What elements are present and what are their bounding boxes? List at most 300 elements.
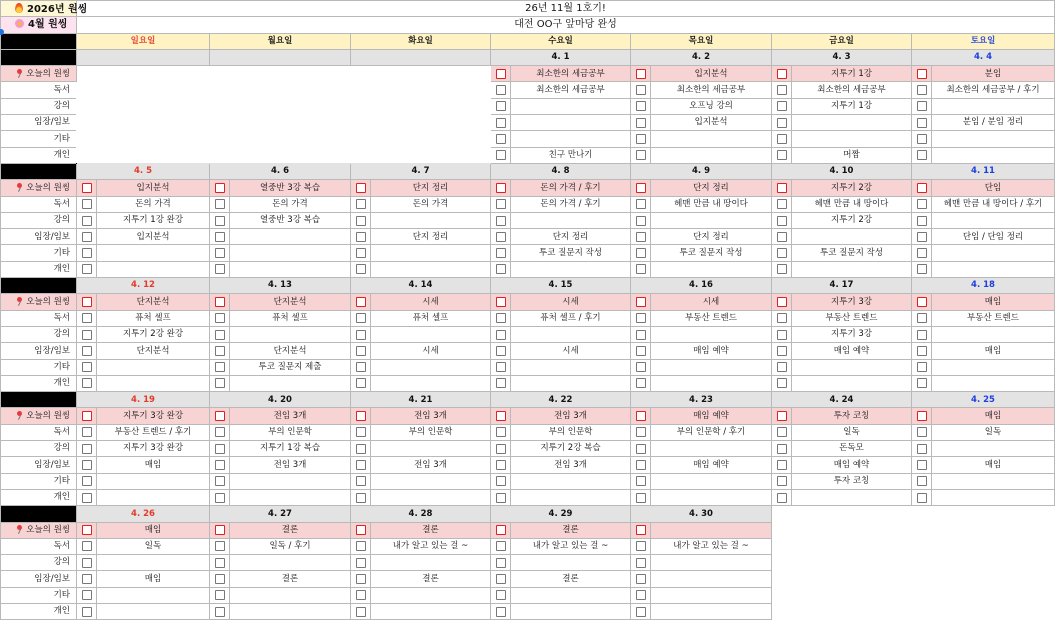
task-text[interactable]: 매임: [932, 343, 1055, 359]
checkbox-cell[interactable]: [351, 489, 371, 505]
task-text[interactable]: 지투기 1강 복습: [230, 441, 351, 457]
checkbox-cell[interactable]: [491, 571, 511, 587]
checkbox[interactable]: [917, 362, 927, 372]
task-text[interactable]: 투코 질문지 제출: [230, 359, 351, 375]
task-text[interactable]: 부의 인문학: [511, 424, 631, 440]
checkbox[interactable]: [636, 101, 646, 111]
checkbox[interactable]: [496, 264, 506, 274]
checkbox-cell[interactable]: [491, 343, 511, 359]
checkbox-cell[interactable]: [631, 82, 651, 98]
checkbox-cell[interactable]: [912, 489, 932, 505]
checkbox-cell[interactable]: [491, 147, 511, 163]
checkbox-cell[interactable]: [772, 457, 792, 473]
task-text[interactable]: [932, 147, 1055, 163]
checkbox-cell[interactable]: [491, 212, 511, 228]
task-text[interactable]: [230, 261, 351, 277]
checkbox[interactable]: [82, 313, 92, 323]
checkbox[interactable]: [777, 346, 787, 356]
checkbox[interactable]: [356, 590, 366, 600]
checkbox-cell[interactable]: [772, 245, 792, 261]
daily-goal[interactable]: 입지분석: [651, 66, 772, 82]
checkbox[interactable]: [496, 541, 506, 551]
checkbox-cell[interactable]: [77, 343, 97, 359]
daily-goal[interactable]: 지투기 2강: [792, 180, 912, 196]
task-text[interactable]: [371, 326, 491, 342]
checkbox-cell[interactable]: [351, 571, 371, 587]
checkbox[interactable]: [496, 525, 506, 535]
task-text[interactable]: [651, 587, 772, 603]
month-goal[interactable]: 대전 OO구 앞마당 완성: [77, 17, 1055, 33]
checkbox-cell[interactable]: [631, 245, 651, 261]
task-text[interactable]: [97, 555, 210, 571]
checkbox-cell[interactable]: [912, 359, 932, 375]
checkbox-cell[interactable]: [912, 115, 932, 131]
task-text[interactable]: 오프닝 강의: [651, 98, 772, 114]
checkbox-cell[interactable]: [491, 229, 511, 245]
task-text[interactable]: [230, 229, 351, 245]
task-text[interactable]: 시세: [511, 343, 631, 359]
checkbox-cell[interactable]: [351, 359, 371, 375]
task-text[interactable]: 분임 / 분임 정리: [932, 115, 1055, 131]
task-text[interactable]: 내가 알고 있는 걸 ~: [511, 538, 631, 554]
checkbox-cell[interactable]: [210, 424, 230, 440]
checkbox-cell[interactable]: [772, 408, 792, 424]
checkbox-cell[interactable]: [210, 294, 230, 310]
checkbox[interactable]: [777, 248, 787, 258]
checkbox-cell[interactable]: [77, 571, 97, 587]
task-text[interactable]: 시세: [371, 343, 491, 359]
checkbox-cell[interactable]: [631, 359, 651, 375]
checkbox[interactable]: [215, 574, 225, 584]
checkbox[interactable]: [496, 558, 506, 568]
checkbox[interactable]: [82, 590, 92, 600]
daily-goal[interactable]: 단지분석: [97, 294, 210, 310]
checkbox[interactable]: [496, 607, 506, 617]
checkbox[interactable]: [777, 216, 787, 226]
task-text[interactable]: [511, 115, 631, 131]
checkbox[interactable]: [636, 118, 646, 128]
checkbox[interactable]: [917, 232, 927, 242]
checkbox[interactable]: [917, 330, 927, 340]
task-text[interactable]: 부동산 트렌드 / 후기: [97, 424, 210, 440]
checkbox[interactable]: [215, 297, 225, 307]
checkbox-cell[interactable]: [491, 66, 511, 82]
checkbox-cell[interactable]: [351, 408, 371, 424]
checkbox[interactable]: [215, 346, 225, 356]
task-text[interactable]: 퓨처 셀프: [230, 310, 351, 326]
daily-goal[interactable]: 최소한의 세금공부: [511, 66, 631, 82]
checkbox[interactable]: [496, 444, 506, 454]
task-text[interactable]: 단지분석: [230, 343, 351, 359]
task-text[interactable]: 결론: [230, 571, 351, 587]
checkbox[interactable]: [636, 183, 646, 193]
task-text[interactable]: 돈독모: [792, 441, 912, 457]
task-text[interactable]: [511, 603, 631, 619]
checkbox[interactable]: [496, 248, 506, 258]
task-text[interactable]: 헤맨 만큼 내 땅이다 / 후기: [932, 196, 1055, 212]
task-text[interactable]: 최소한의 세금공부: [511, 82, 631, 98]
checkbox-cell[interactable]: [631, 294, 651, 310]
checkbox[interactable]: [777, 69, 787, 79]
checkbox-cell[interactable]: [491, 555, 511, 571]
checkbox[interactable]: [777, 183, 787, 193]
checkbox[interactable]: [917, 199, 927, 209]
checkbox[interactable]: [82, 330, 92, 340]
checkbox[interactable]: [636, 525, 646, 535]
task-text[interactable]: 전임 3개: [371, 457, 491, 473]
checkbox-cell[interactable]: [772, 261, 792, 277]
task-text[interactable]: 입지분석: [97, 229, 210, 245]
checkbox[interactable]: [917, 297, 927, 307]
task-text[interactable]: [651, 555, 772, 571]
checkbox[interactable]: [496, 330, 506, 340]
checkbox[interactable]: [356, 476, 366, 486]
task-text[interactable]: [932, 245, 1055, 261]
task-text[interactable]: 지투기 3강: [792, 326, 912, 342]
checkbox[interactable]: [777, 444, 787, 454]
checkbox-cell[interactable]: [351, 603, 371, 619]
checkbox[interactable]: [82, 558, 92, 568]
task-text[interactable]: [511, 489, 631, 505]
checkbox-cell[interactable]: [491, 196, 511, 212]
task-text[interactable]: [511, 326, 631, 342]
task-text[interactable]: [97, 245, 210, 261]
checkbox-cell[interactable]: [77, 555, 97, 571]
checkbox[interactable]: [917, 150, 927, 160]
checkbox[interactable]: [356, 248, 366, 258]
checkbox-cell[interactable]: [912, 180, 932, 196]
task-text[interactable]: 내가 알고 있는 걸 ~: [371, 538, 491, 554]
checkbox[interactable]: [82, 476, 92, 486]
checkbox[interactable]: [636, 134, 646, 144]
checkbox-cell[interactable]: [77, 294, 97, 310]
checkbox[interactable]: [496, 118, 506, 128]
checkbox-cell[interactable]: [351, 538, 371, 554]
checkbox[interactable]: [636, 574, 646, 584]
checkbox-cell[interactable]: [491, 82, 511, 98]
checkbox[interactable]: [636, 460, 646, 470]
checkbox-cell[interactable]: [351, 587, 371, 603]
checkbox[interactable]: [636, 248, 646, 258]
checkbox[interactable]: [636, 216, 646, 226]
checkbox-cell[interactable]: [77, 261, 97, 277]
checkbox[interactable]: [215, 493, 225, 503]
checkbox[interactable]: [82, 493, 92, 503]
checkbox[interactable]: [636, 541, 646, 551]
checkbox-cell[interactable]: [912, 98, 932, 114]
task-text[interactable]: [792, 359, 912, 375]
task-text[interactable]: 지투기 1강 완강: [97, 212, 210, 228]
checkbox-cell[interactable]: [210, 310, 230, 326]
task-text[interactable]: [511, 131, 631, 147]
checkbox[interactable]: [496, 199, 506, 209]
task-text[interactable]: 지투기 2강: [792, 212, 912, 228]
checkbox-cell[interactable]: [912, 326, 932, 342]
checkbox[interactable]: [496, 216, 506, 226]
task-text[interactable]: [651, 473, 772, 489]
checkbox-cell[interactable]: [772, 424, 792, 440]
checkbox-cell[interactable]: [351, 522, 371, 538]
checkbox-cell[interactable]: [77, 457, 97, 473]
checkbox-cell[interactable]: [631, 375, 651, 391]
checkbox-cell[interactable]: [210, 196, 230, 212]
checkbox-cell[interactable]: [351, 555, 371, 571]
checkbox-cell[interactable]: [210, 212, 230, 228]
checkbox-cell[interactable]: [210, 473, 230, 489]
task-text[interactable]: 퓨처 셀프: [97, 310, 210, 326]
task-text[interactable]: 친구 만나기: [511, 147, 631, 163]
checkbox-cell[interactable]: [77, 245, 97, 261]
checkbox[interactable]: [215, 411, 225, 421]
checkbox-cell[interactable]: [77, 408, 97, 424]
daily-goal[interactable]: 시세: [371, 294, 491, 310]
checkbox[interactable]: [636, 69, 646, 79]
checkbox-cell[interactable]: [912, 343, 932, 359]
daily-goal[interactable]: [651, 522, 772, 538]
checkbox[interactable]: [82, 378, 92, 388]
checkbox[interactable]: [356, 297, 366, 307]
checkbox-cell[interactable]: [210, 229, 230, 245]
checkbox-cell[interactable]: [631, 457, 651, 473]
checkbox-cell[interactable]: [77, 522, 97, 538]
daily-goal[interactable]: 지투기 3강: [792, 294, 912, 310]
checkbox[interactable]: [496, 69, 506, 79]
checkbox[interactable]: [82, 607, 92, 617]
task-text[interactable]: [230, 603, 351, 619]
checkbox[interactable]: [356, 346, 366, 356]
task-text[interactable]: [97, 473, 210, 489]
checkbox[interactable]: [496, 85, 506, 95]
checkbox-cell[interactable]: [631, 310, 651, 326]
checkbox-cell[interactable]: [912, 147, 932, 163]
checkbox-cell[interactable]: [631, 522, 651, 538]
checkbox[interactable]: [356, 330, 366, 340]
checkbox[interactable]: [82, 525, 92, 535]
task-text[interactable]: 단지 정리: [511, 229, 631, 245]
task-text[interactable]: [511, 375, 631, 391]
task-text[interactable]: 일독 / 후기: [230, 538, 351, 554]
checkbox[interactable]: [215, 558, 225, 568]
task-text[interactable]: [651, 375, 772, 391]
checkbox[interactable]: [777, 330, 787, 340]
checkbox[interactable]: [356, 525, 366, 535]
checkbox-cell[interactable]: [491, 180, 511, 196]
checkbox[interactable]: [777, 362, 787, 372]
checkbox[interactable]: [917, 460, 927, 470]
checkbox[interactable]: [777, 101, 787, 111]
checkbox-cell[interactable]: [491, 310, 511, 326]
task-text[interactable]: 돈의 가격: [230, 196, 351, 212]
checkbox-cell[interactable]: [491, 473, 511, 489]
task-text[interactable]: 내가 알고 있는 걸 ~: [651, 538, 772, 554]
checkbox-cell[interactable]: [631, 441, 651, 457]
task-text[interactable]: 전임 3개: [230, 457, 351, 473]
task-text[interactable]: [932, 212, 1055, 228]
checkbox-cell[interactable]: [491, 538, 511, 554]
checkbox-cell[interactable]: [351, 180, 371, 196]
checkbox-cell[interactable]: [351, 245, 371, 261]
checkbox[interactable]: [636, 590, 646, 600]
checkbox-cell[interactable]: [77, 489, 97, 505]
task-text[interactable]: 투코 질문지 작성: [511, 245, 631, 261]
checkbox-cell[interactable]: [772, 98, 792, 114]
task-text[interactable]: [651, 359, 772, 375]
task-text[interactable]: [97, 489, 210, 505]
task-text[interactable]: [371, 489, 491, 505]
daily-goal[interactable]: 지투기 1강: [792, 66, 912, 82]
task-text[interactable]: [792, 131, 912, 147]
checkbox-cell[interactable]: [631, 98, 651, 114]
task-text[interactable]: 지투기 2강 완강: [97, 326, 210, 342]
checkbox[interactable]: [215, 541, 225, 551]
checkbox-cell[interactable]: [772, 131, 792, 147]
checkbox[interactable]: [777, 118, 787, 128]
checkbox-cell[interactable]: [77, 473, 97, 489]
checkbox[interactable]: [356, 558, 366, 568]
checkbox[interactable]: [215, 378, 225, 388]
task-text[interactable]: 부동산 트렌드: [651, 310, 772, 326]
daily-goal[interactable]: 분임: [932, 66, 1055, 82]
checkbox-cell[interactable]: [77, 180, 97, 196]
task-text[interactable]: 결론: [371, 571, 491, 587]
checkbox[interactable]: [496, 101, 506, 111]
checkbox-cell[interactable]: [772, 196, 792, 212]
checkbox[interactable]: [917, 118, 927, 128]
task-text[interactable]: [932, 131, 1055, 147]
task-text[interactable]: 매임: [932, 457, 1055, 473]
checkbox-cell[interactable]: [210, 326, 230, 342]
checkbox[interactable]: [636, 297, 646, 307]
daily-goal[interactable]: 단지분석: [230, 294, 351, 310]
checkbox[interactable]: [356, 216, 366, 226]
checkbox[interactable]: [917, 378, 927, 388]
checkbox[interactable]: [356, 444, 366, 454]
task-text[interactable]: [651, 489, 772, 505]
checkbox[interactable]: [356, 460, 366, 470]
checkbox-cell[interactable]: [210, 457, 230, 473]
checkbox-cell[interactable]: [210, 522, 230, 538]
checkbox-cell[interactable]: [77, 229, 97, 245]
checkbox[interactable]: [777, 493, 787, 503]
checkbox-cell[interactable]: [77, 310, 97, 326]
checkbox[interactable]: [917, 313, 927, 323]
checkbox[interactable]: [215, 362, 225, 372]
checkbox-cell[interactable]: [912, 245, 932, 261]
checkbox[interactable]: [636, 427, 646, 437]
task-text[interactable]: 최소한의 세금공부: [792, 82, 912, 98]
checkbox-cell[interactable]: [210, 555, 230, 571]
checkbox[interactable]: [496, 476, 506, 486]
checkbox[interactable]: [82, 460, 92, 470]
checkbox-cell[interactable]: [772, 473, 792, 489]
daily-goal[interactable]: 단지 정리: [371, 180, 491, 196]
checkbox-cell[interactable]: [772, 310, 792, 326]
checkbox-cell[interactable]: [772, 489, 792, 505]
checkbox[interactable]: [215, 248, 225, 258]
task-text[interactable]: 매임: [97, 457, 210, 473]
task-text[interactable]: 매임 예약: [792, 343, 912, 359]
task-text[interactable]: [792, 375, 912, 391]
task-text[interactable]: [371, 603, 491, 619]
checkbox[interactable]: [496, 460, 506, 470]
checkbox-cell[interactable]: [631, 147, 651, 163]
checkbox[interactable]: [215, 264, 225, 274]
checkbox-cell[interactable]: [491, 115, 511, 131]
checkbox[interactable]: [917, 183, 927, 193]
task-text[interactable]: 결론: [511, 571, 631, 587]
checkbox[interactable]: [82, 411, 92, 421]
checkbox-cell[interactable]: [491, 424, 511, 440]
daily-goal[interactable]: 매임 예약: [651, 408, 772, 424]
task-text[interactable]: 투코 질문지 작성: [792, 245, 912, 261]
checkbox[interactable]: [636, 362, 646, 372]
checkbox-cell[interactable]: [631, 555, 651, 571]
checkbox-cell[interactable]: [912, 294, 932, 310]
checkbox[interactable]: [215, 183, 225, 193]
checkbox[interactable]: [215, 476, 225, 486]
checkbox[interactable]: [777, 199, 787, 209]
year-goal[interactable]: 26년 11월 1호기!: [77, 1, 1055, 17]
checkbox[interactable]: [215, 216, 225, 226]
checkbox[interactable]: [917, 476, 927, 486]
task-text[interactable]: [230, 326, 351, 342]
checkbox-cell[interactable]: [210, 359, 230, 375]
checkbox[interactable]: [356, 232, 366, 242]
task-text[interactable]: 단지 정리: [651, 229, 772, 245]
checkbox[interactable]: [636, 411, 646, 421]
checkbox-cell[interactable]: [491, 441, 511, 457]
checkbox[interactable]: [82, 216, 92, 226]
task-text[interactable]: [230, 555, 351, 571]
task-text[interactable]: 최소한의 세금공부: [651, 82, 772, 98]
checkbox-cell[interactable]: [772, 375, 792, 391]
task-text[interactable]: [230, 473, 351, 489]
daily-goal[interactable]: 투자 코칭: [792, 408, 912, 424]
checkbox-cell[interactable]: [77, 196, 97, 212]
checkbox-cell[interactable]: [210, 489, 230, 505]
task-text[interactable]: [651, 603, 772, 619]
task-text[interactable]: [371, 261, 491, 277]
daily-goal[interactable]: 지투기 3강 완강: [97, 408, 210, 424]
checkbox[interactable]: [356, 427, 366, 437]
checkbox-cell[interactable]: [912, 457, 932, 473]
checkbox-cell[interactable]: [491, 522, 511, 538]
checkbox-cell[interactable]: [912, 375, 932, 391]
checkbox-cell[interactable]: [351, 441, 371, 457]
checkbox-cell[interactable]: [491, 245, 511, 261]
task-text[interactable]: 지투기 2강 복습: [511, 441, 631, 457]
checkbox[interactable]: [496, 493, 506, 503]
task-text[interactable]: 부의 인문학: [371, 424, 491, 440]
checkbox[interactable]: [777, 150, 787, 160]
checkbox[interactable]: [496, 232, 506, 242]
daily-goal[interactable]: 단임: [932, 180, 1055, 196]
checkbox-cell[interactable]: [210, 180, 230, 196]
checkbox-cell[interactable]: [491, 375, 511, 391]
checkbox[interactable]: [777, 476, 787, 486]
checkbox-cell[interactable]: [631, 326, 651, 342]
checkbox-cell[interactable]: [210, 245, 230, 261]
checkbox-cell[interactable]: [210, 343, 230, 359]
task-text[interactable]: 부의 인문학 / 후기: [651, 424, 772, 440]
checkbox-cell[interactable]: [772, 115, 792, 131]
task-text[interactable]: [651, 571, 772, 587]
checkbox-cell[interactable]: [631, 180, 651, 196]
checkbox[interactable]: [82, 232, 92, 242]
task-text[interactable]: 단지분석: [97, 343, 210, 359]
task-text[interactable]: 매임: [97, 571, 210, 587]
checkbox[interactable]: [215, 460, 225, 470]
